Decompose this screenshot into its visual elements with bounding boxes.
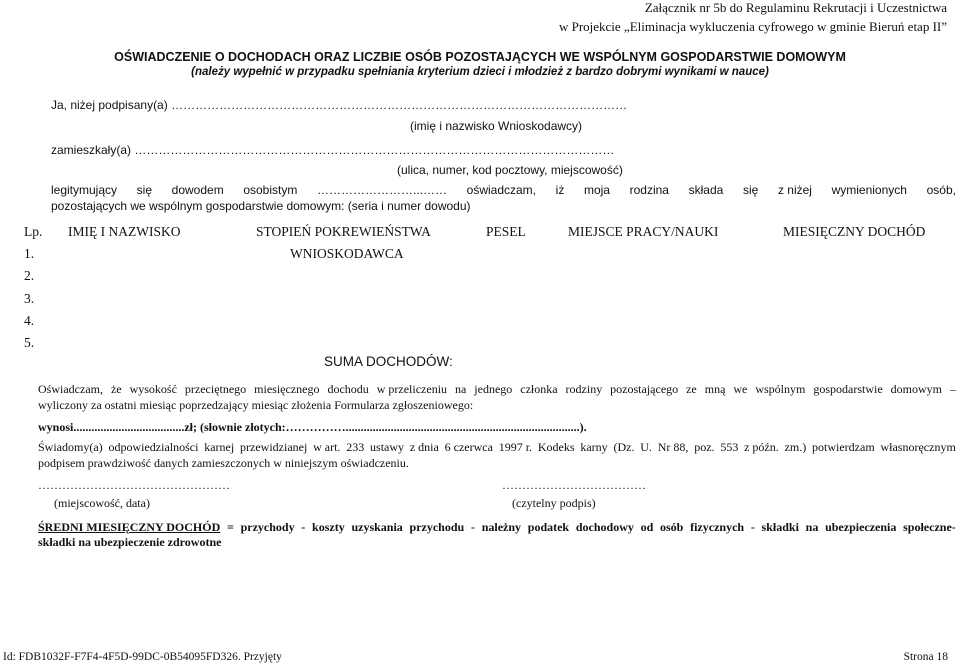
footline-word: osób [660, 520, 684, 534]
id-line [51, 183, 956, 197]
header-project-line: w Projekcie „Eliminacja wykluczenia cyfrowego w gminie Bieruń etap II” [558, 19, 947, 34]
declline-word: – [949, 382, 956, 396]
address-caption: (ulica, numer, kod pocztowy, miejscowość) [397, 163, 623, 177]
declline-word: że [110, 382, 122, 396]
idline-word: się [742, 183, 759, 197]
declline-word: ze [686, 382, 697, 396]
footline-word: - [301, 520, 306, 534]
place-date-caption: (miejscowość, data) [54, 496, 150, 510]
idline-word: iż [555, 183, 565, 197]
footline-word: - [750, 520, 755, 534]
table-row-4-lp: 4. [24, 313, 35, 328]
col-header-name: IMIĘ I NAZWISKO [68, 224, 181, 239]
liabline-word: z dnia [409, 440, 439, 454]
liability-line-1 [38, 440, 956, 455]
name-line: Ja, niżej podpisany(a) …………………………………………………………………………………………………… [51, 98, 628, 112]
signature-caption: (czytelny podpis) [512, 496, 596, 510]
name-caption: (imię i nazwisko Wnioskodawcy) [410, 119, 583, 133]
sum-label: SUMA DOCHODÓW: [324, 354, 453, 369]
idline-word: z niżej [777, 183, 812, 197]
footline-word: = [226, 520, 234, 534]
signature-dots: ……………………………… [502, 478, 646, 492]
declline-word: wspólnym [755, 382, 806, 396]
declline-word: pozostającego [610, 382, 679, 396]
footline-word: składki [761, 520, 799, 534]
declaration-line-1 [38, 382, 956, 397]
liabline-word: Kodeks [537, 440, 575, 454]
idline-word: legitymujący [51, 183, 118, 197]
footline-word: ubezpieczenia [825, 520, 897, 534]
liability-line-2: podpisem prawdziwość danych zamieszczonych w niniejszym oświadczeniu. [38, 456, 409, 470]
place-date-dots: ………………………………………… [38, 478, 230, 492]
liabline-word: karny [580, 440, 608, 454]
declline-word: miesięcznego [254, 382, 320, 396]
declline-word: gospodarstwie [813, 382, 883, 396]
document-title: OŚWIADCZENIE O DOCHODACH ORAZ LICZBIE OSÓB POZOSTAJĄCYCH WE WSPÓLNYM GOSPODARSTWIE DOMOWYM [114, 50, 846, 64]
liabline-word: własnoręcznym [880, 440, 956, 454]
footline-word: podatek [527, 520, 570, 534]
page-number: Strona 18 [903, 651, 948, 663]
footline-word: społeczne- [903, 520, 956, 534]
declaration-line-2: wyliczony za ostatni miesiąc poprzedzający miesiąc złożenia Formularza zgłoszeniowego: [38, 398, 474, 412]
footline-word: od [640, 520, 654, 534]
header-annex-line: Załącznik nr 5b do Regulaminu Rekrutacji i Uczestnictwa [644, 0, 947, 15]
footline-word: dochodowy [575, 520, 634, 534]
idline-word: rodzina [629, 183, 669, 197]
footline-word: - [470, 520, 475, 534]
footline-word: koszty [312, 520, 345, 534]
declline-word: przeciętnego [184, 382, 247, 396]
declline-word: Oświadczam, [38, 382, 103, 396]
declline-word: członka [520, 382, 558, 396]
liabline-word: 6 czerwca [444, 440, 493, 454]
document-subtitle: (należy wypełnić w przypadku spełniania kryterium dzieci i młodzież z bardzo dobrymi wynikami w nauce) [191, 66, 769, 78]
declline-word: wysokość [129, 382, 177, 396]
liabline-word: karnej [204, 440, 235, 454]
idline-word: moja [583, 183, 610, 197]
footline-word: fizycznych [690, 520, 745, 534]
col-header-income: MIESIĘCZNY DOCHÓD [783, 224, 926, 239]
idline-word: dowodem [171, 183, 224, 197]
table-row-3-lp: 3. [24, 291, 35, 306]
liabline-word: w art. [313, 440, 341, 454]
declline-word: rodziny [565, 382, 603, 396]
idline-word: ……………………...…… [317, 183, 448, 197]
liabline-word: Świadomy(a) [38, 440, 103, 454]
declline-word: na [455, 382, 467, 396]
declline-word: we [733, 382, 748, 396]
liabline-word: (Dz. [613, 440, 635, 454]
id-line-continuation: pozostających we wspólnym gospodarstwie domowym: (seria i numer dowodu) [51, 199, 471, 213]
liabline-word: poz. [694, 440, 715, 454]
idline-word: się [136, 183, 153, 197]
col-header-lp: Lp. [24, 224, 43, 239]
idline-word: oświadczam, [466, 183, 537, 197]
col-header-workplace: MIEJSCE PRACY/NAUKI [568, 224, 719, 239]
idline-word: osób, [926, 183, 956, 197]
liabline-word: Nr 88, [657, 440, 689, 454]
table-row-5-lp: 5. [24, 335, 35, 350]
table-row-2-lp: 2. [24, 268, 35, 283]
idline-word: składa [688, 183, 724, 197]
footline-word: należny [481, 520, 522, 534]
declline-word: mną [704, 382, 726, 396]
liabline-word: zm.) [784, 440, 807, 454]
declline-word: domowym [890, 382, 942, 396]
liabline-word: odpowiedzialności [108, 440, 199, 454]
income-amount-line: wynosi.....................................zł; (słownie złotych:……………..............................................................................). [38, 420, 587, 434]
liabline-word: U. [640, 440, 652, 454]
average-income-definition-cont: składki na ubezpieczenie zdrowotne [38, 535, 222, 549]
liabline-word: 553 [720, 440, 739, 454]
col-header-pesel: PESEL [486, 224, 526, 239]
col-header-relation: STOPIEŃ POKREWIEŃSTWA [256, 224, 431, 239]
table-row-1-relation: WNIOSKODAWCA [290, 246, 404, 261]
declline-word: w przeliczeniu [376, 382, 448, 396]
liabline-word: z późn. [744, 440, 779, 454]
liabline-word: 1997 r. [498, 440, 533, 454]
liabline-word: ustawy [370, 440, 405, 454]
idline-word: osobistym [243, 183, 298, 197]
table-row-1-lp: 1. [24, 246, 35, 261]
declline-word: jednego [474, 382, 513, 396]
footline-word: ŚREDNI MIESIĘCZNY DOCHÓD [38, 520, 221, 534]
footline-word: przychody [240, 520, 295, 534]
footline-word: uzyskania [351, 520, 403, 534]
declline-word: dochodu [327, 382, 369, 396]
liabline-word: przewidzianej [240, 440, 308, 454]
idline-word: wymienionych [831, 183, 907, 197]
footline-word: na [805, 520, 819, 534]
address-line: zamieszkały(a) ………………………………………………………………………………………………………… [51, 143, 615, 157]
liabline-word: potwierdzam [812, 440, 875, 454]
document-id-footer: Id: FDB1032F-F7F4-4F5D-99DC-0B54095FD326. Przyjęty [3, 651, 282, 663]
average-income-definition [38, 520, 956, 535]
liabline-word: 233 [346, 440, 365, 454]
footline-word: przychodu [409, 520, 465, 534]
